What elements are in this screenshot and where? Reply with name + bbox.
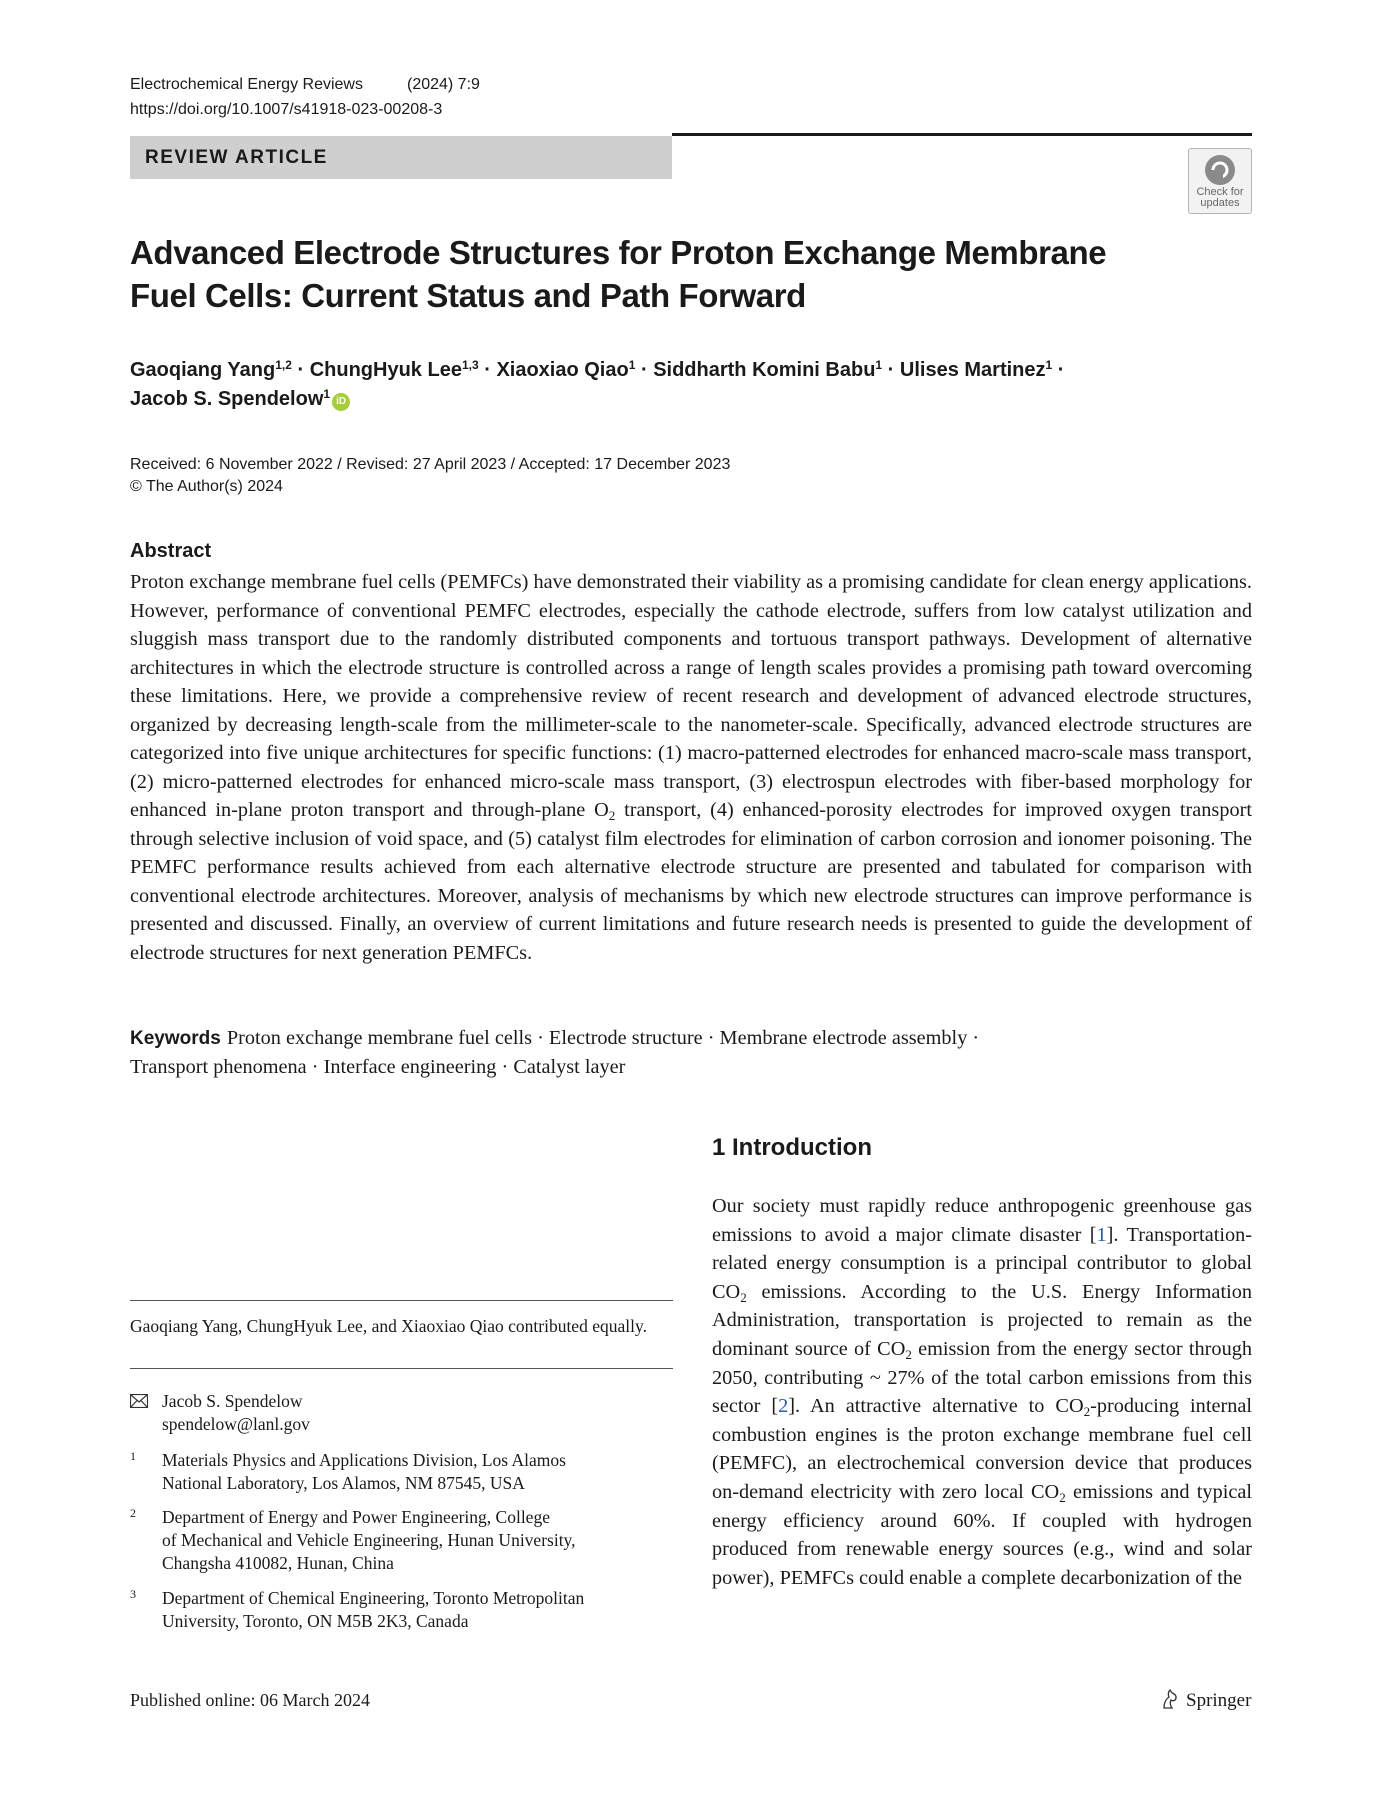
affiliation-line: National Laboratory, Los Alamos, NM 87545, USA: [162, 1473, 525, 1493]
mail-icon: [130, 1394, 148, 1408]
article-type-banner: REVIEW ARTICLE: [130, 136, 672, 179]
subscript: 2: [1083, 1404, 1091, 1420]
abstract-text: Proton exchange membrane fuel cells (PEMFCs) have demonstrated their viability as a promising candidate for clean energy applications. However, performance of conventional PEMFC electrodes, especially the cathode electrode, suffers from low catalyst utilization and sluggish mass transport due to the randomly distributed components and tortuous transport pathways. Development of alternative architectures in which the electrode structure is controlled across a range of length scales provides a promising path toward overcoming these limitations. Here, we provide a comprehensive review of recent research and development of advanced electrode structures, organized by decreasing length-scale from the millimeter-scale to the nanometer-scale. Specifically, advanced electrode structures are categorized into five unique architectures for specific functions: (1) macro-patterned electrodes for enhanced macro-scale mass transport, (2) micro-patterned electrodes for enhanced micro-scale mass transport, (3) electrospun electrodes with fiber-based morphology for enhanced in-plane proton transport and through-plane O: [130, 571, 1252, 821]
author-list: [130, 356, 1130, 414]
intro-text: emissions and typical energy efficiency around 60%. If coupled with hydrogen produced from renewable energy sources (e.g., wind and solar power), PEMFCs could enable a complete decarbonization of the: [712, 1480, 1252, 1589]
footnote-rule: [130, 1368, 673, 1369]
publisher-logo: [1160, 1688, 1251, 1712]
intro-text: ]. Transportation-related energy consumption is a principal contributor to global CO: [712, 1223, 1252, 1303]
springer-horse-icon: [1160, 1688, 1180, 1710]
abstract-heading: Abstract: [130, 540, 212, 562]
corresponding-author: [130, 1390, 310, 1436]
citation-link[interactable]: 1: [1096, 1223, 1107, 1246]
affiliation-number: 1: [130, 1449, 136, 1463]
author-affil: 1: [875, 358, 883, 372]
affiliation-number: 2: [130, 1506, 136, 1520]
published-date: Published online: 06 March 2024: [130, 1690, 370, 1710]
orcid-icon[interactable]: iD: [332, 393, 350, 411]
intro-text: emissions. According to the U.S. Energy Information Administration, transportation is projected to remain as the dominant source of CO: [712, 1280, 1252, 1360]
author-affil: 1: [323, 387, 331, 401]
publisher-name: Springer: [1186, 1690, 1252, 1711]
keywords-line-1: Proton exchange membrane fuel cells · Electrode structure · Membrane electrode assembly ·: [226, 1027, 980, 1049]
affiliation-line: Department of Energy and Power Engineering, College: [162, 1507, 550, 1527]
abstract-text-cont: transport, (4) enhanced-porosity electrodes for improved oxygen transport through selective inclusion of void space, and (5) catalyst film electrodes for elimination of carbon corrosion and ionomer poisoning. The PEMFC performance results achieved from each alternative electrode structure are presented and tabulated for comparison with conventional electrode architectures. Moreover, analysis of mechanisms by which new electrode structures can improve performance is presented and discussed. Finally, an overview of current limitations and future research needs is presented to guide the development of electrode structures for next generation PEMFCs.: [130, 799, 1252, 964]
author-name[interactable]: Jacob S. Spendelow: [130, 388, 324, 410]
intro-text: emission from the energy sector through 2050, contributing ~ 27% of the total carbon emissions from this sector [: [712, 1337, 1252, 1418]
affiliation-2: [130, 1506, 673, 1575]
author-name[interactable]: Siddharth Komini Babu: [653, 359, 876, 381]
author-affil: 1: [628, 358, 636, 372]
introduction-heading: 1 Introduction: [712, 1134, 872, 1161]
author-separator: ·: [887, 359, 895, 381]
subscript: 2: [1059, 1489, 1066, 1505]
journal-name: Electrochemical Energy Reviews: [130, 76, 363, 93]
abstract-body: [130, 568, 1252, 967]
author-separator: ·: [640, 359, 648, 381]
intro-text: -producing internal combustion engines is the proton exchange membrane fuel cell (PEMFC), an electrochemical conversion device that produces on-demand electricity with zero local CO: [712, 1395, 1252, 1503]
keywords-block: [130, 1024, 1130, 1082]
affiliation-line: of Mechanical and Vehicle Engineering, Hunan University,: [162, 1530, 576, 1550]
author-separator: ·: [1057, 359, 1065, 381]
citation-link[interactable]: 2: [778, 1395, 789, 1418]
author-separator: ·: [484, 359, 491, 381]
abstract-subscript: 2: [608, 808, 616, 823]
affiliation-line: Department of Chemical Engineering, Toronto Metropolitan: [162, 1588, 585, 1608]
copyright: © The Author(s) 2024: [130, 478, 283, 495]
affiliation-line: Changsha 410082, Hunan, China: [162, 1553, 394, 1573]
affiliation-number: 3: [130, 1587, 136, 1601]
affiliation-3: [130, 1587, 673, 1633]
journal-header: [130, 72, 480, 122]
author-affil: 1,2: [275, 358, 292, 372]
contribution-note: Gaoqiang Yang, ChungHyuk Lee, and Xiaoxiao Qiao contributed equally.: [130, 1316, 647, 1336]
intro-text: ]. An attractive alternative to CO: [788, 1395, 1084, 1418]
article-history: [130, 454, 730, 498]
history-dates: Received: 6 November 2022 / Revised: 27 April 2023 / Accepted: 17 December 2023: [130, 456, 731, 473]
footnote-rule: [130, 1300, 673, 1301]
affiliation-line: Materials Physics and Applications Division, Los Alamos: [162, 1450, 566, 1470]
author-name[interactable]: ChungHyuk Lee: [309, 359, 462, 381]
header-rule: [672, 133, 1252, 136]
author-affil: 1: [1045, 358, 1053, 372]
keywords-line-2: Transport phenomena · Interface engineering · Catalyst layer: [130, 1056, 626, 1078]
author-name[interactable]: Gaoqiang Yang: [130, 359, 276, 381]
affiliation-line: University, Toronto, ON M5B 2K3, Canada: [162, 1611, 469, 1631]
paper-title: Advanced Electrode Structures for Proton Exchange Membrane Fuel Cells: Current Status and Path Forward: [130, 234, 1107, 314]
introduction-body: [712, 1192, 1252, 1592]
author-separator: ·: [297, 359, 305, 381]
doi-link[interactable]: https://doi.org/10.1007/s41918-023-00208-3: [130, 101, 443, 118]
author-name[interactable]: Ulises Martinez: [899, 359, 1046, 381]
subscript: 2: [740, 1289, 747, 1305]
check-updates-line1: Check for: [1196, 186, 1244, 198]
check-updates-line2: updates: [1200, 197, 1240, 209]
author-affil: 1,3: [461, 358, 479, 372]
corresponding-email[interactable]: spendelow@lanl.gov: [162, 1414, 310, 1434]
affiliation-1: [130, 1449, 673, 1495]
check-updates-icon: [1203, 153, 1237, 187]
corresponding-name: Jacob S. Spendelow: [162, 1391, 303, 1411]
keywords-heading: Keywords: [130, 1028, 221, 1049]
author-name[interactable]: Xiaoxiao Qiao: [496, 359, 629, 381]
intro-text: Our society must rapidly reduce anthropogenic greenhouse gas emissions to avoid a major climate disaster [: [712, 1195, 1252, 1246]
subscript: 2: [905, 1346, 912, 1362]
journal-volume: (2024) 7:9: [406, 76, 480, 93]
check-for-updates-button[interactable]: [1188, 148, 1252, 214]
